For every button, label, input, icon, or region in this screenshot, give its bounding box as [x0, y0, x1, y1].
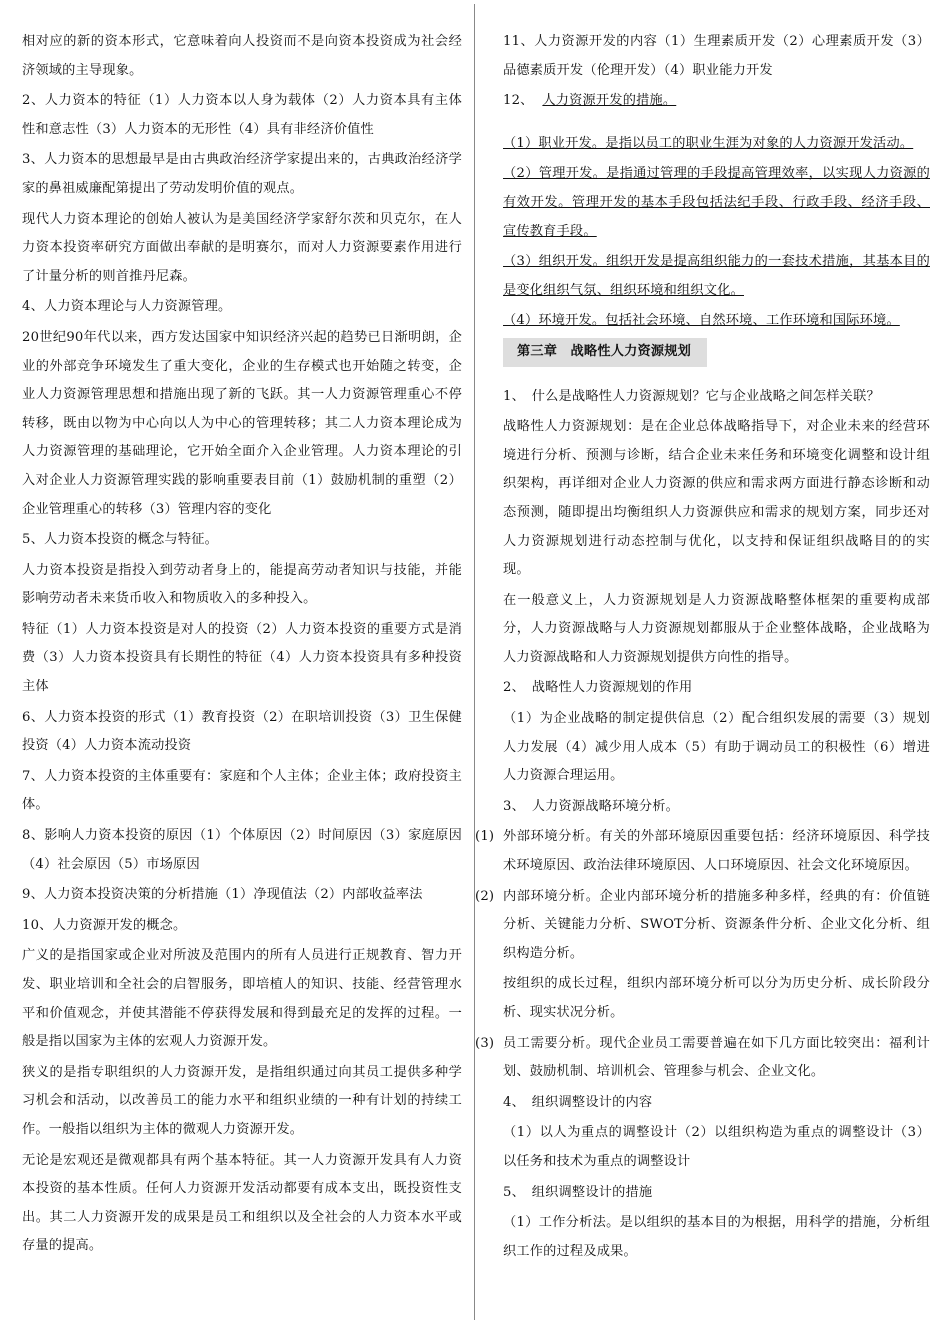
question-title: 4、 组织调整设计的内容	[503, 1094, 653, 1110]
method-item: （4）环境开发。包括社会环境、自然环境、工作环境和国际环境。	[503, 313, 900, 329]
paragraph: 战略性人力资源规划：是在企业总体战略指导下，对企业未来的经营环境进行分析、预测与诊断，结合企业未来任务和环境变化调整和设计组织架构，再详细对企业人力资源的供应和需求两方面进行静态诊断和动态预测，随即提出均衡组织人力资源供应和需求的规划方案，同步还对人力资源规划进行动态控制与优化，以支持和保证组织战略目的的实现。	[503, 419, 930, 578]
paragraph: 狭义的是指专职组织的人力资源开发，是指组织通过向其员工提供多种学习机会和活动，以改善员工的能力水平和组织业绩的一种有计划的持续工作。一般指以组织为主体的微观人力资源开发。	[22, 1064, 462, 1137]
paragraph: 3、人力资本的思想最早是由古典政治经济学家提出来的，古典政治经济学家的鼻祖威廉配第提出了劳动发明价值的观点。	[22, 152, 462, 196]
method-item: （3）组织开发。组织开发是提高组织能力的一套技术措施，其基本目的是变化组织气氛、组织环境和组织文化。	[503, 254, 930, 298]
question-title: 1、 什么是战略性人力资源规划？它与企业战略之间怎样关联？	[503, 388, 880, 404]
heading-number: 12、	[503, 93, 534, 109]
numbered-item	[475, 1030, 930, 1087]
right-column	[475, 28, 930, 1268]
paragraph: 4、人力资本理论与人力资源管理。	[22, 299, 232, 315]
paragraph: 按组织的成长过程，组织内部环境分析可以分为历史分析、成长阶段分析、现实状况分析。	[503, 976, 930, 1020]
paragraph: 6、人力资本投资的形式（1）教育投资（2）在职培训投资（3）卫生保健投资（4）人力资本流动投资	[22, 709, 462, 754]
spacer	[503, 118, 930, 130]
paragraph: 特征（1）人力资本投资是对人的投资（2）人力资本投资的重要方式是消费（3）人力资本投资具有长期性的特征（4）人力资本投资具有多种投资主体	[22, 621, 462, 695]
paragraph: 11、人力资源开发的内容（1）生理素质开发（2）心理素质开发（3）品德素质开发（伦理开发）（4）职业能力开发	[503, 34, 930, 78]
question-title: 5、 组织调整设计的措施	[503, 1184, 653, 1200]
column-divider	[474, 4, 475, 1320]
paragraph: （1）工作分析法。是以组织的基本目的为根据，用科学的措施，分析组织工作的过程及成果。	[503, 1215, 930, 1259]
numbered-item	[475, 823, 930, 880]
method-item: （2）管理开发。是指通过管理的手段提高管理效率，以实现人力资源的有效开发。管理开发的基本手段包括法纪手段、行政手段、经济手段、宣传教育手段。	[503, 166, 930, 239]
paragraph: （1）为企业战略的制定提供信息（2）配合组织发展的需要（3）规划人力发展（4）减少用人成本（5）有助于调动员工的积极性（6）增进人力资源合理运用。	[503, 711, 930, 784]
paragraph: 无论是宏观还是微观都具有两个基本特征。其一人力资源开发具有人力资本投资的基本性质。任何人力资源开发活动都要有成本支出，既投资性支出。其二人力资源开发的成果是员工和组织以及全社会的人力资本水平或存量的提高。	[22, 1152, 462, 1254]
item-text: 外部环境分析。有关的外部环境原因重要包括：经济环境原因、科学技术环境原因、政治法律环境原因、人口环境原因、社会文化环境原因。	[503, 829, 930, 874]
paragraph: 现代人力资本理论的创始人被认为是美国经济学家舒尔茨和贝克尔，在人力资本投资率研究方面做出奉献的是明赛尔，而对人力资源要素作用进行了计量分析的则首推丹尼森。	[22, 211, 462, 284]
section-heading	[503, 87, 930, 116]
paragraph: 广义的是指国家或企业对所波及范围内的所有人员进行正规教育、智力开发、职业培训和全社会的启智服务，即培植人的知识、技能、经营管理水平和价值观念，并使其潜能不停获得发展和得到最充足的发挥的过程。一般是指以国家为主体的宏观人力资源开发。	[22, 948, 462, 1050]
paragraph: 相对应的新的资本形式，它意味着向人投资而不是向资本投资成为社会经济领域的主导现象。	[22, 34, 462, 78]
paragraph: 2、人力资本的特征（1）人力资本以人身为载体（2）人力资本具有主体性和意志性（3）人力资本的无形性（4）具有非经济价值性	[22, 93, 462, 137]
item-text: 内部环境分析。企业内部环境分析的措施多种多样，经典的有：价值链分析、关键能力分析、SWOT分析、资源条件分析、企业文化分析、组织构造分析。	[503, 888, 930, 961]
left-column	[22, 28, 462, 1263]
item-number: (2)	[475, 888, 495, 904]
item-number: (1)	[475, 829, 495, 845]
paragraph: 人力资本投资是指投入到劳动者身上的，能提高劳动者知识与技能，并能影响劳动者未来货币收入和物质收入的多种投入。	[22, 562, 462, 607]
paragraph: （1）以人为重点的调整设计（2）以组织构造为重点的调整设计（3）以任务和技术为重点的调整设计	[503, 1125, 930, 1169]
paragraph: 10、人力资源开发的概念。	[22, 917, 187, 933]
numbered-item	[475, 883, 930, 969]
paragraph: 5、人力资本投资的概念与特征。	[22, 532, 219, 548]
item-number: (3)	[475, 1035, 495, 1051]
paragraph: 9、人力资本投资决策的分析措施（1）净现值法（2）内部收益率法	[22, 887, 423, 903]
method-item: （1）职业开发。是指以员工的职业生涯为对象的人力资源开发活动。	[503, 135, 914, 151]
question-title: 3、 人力资源战略环境分析。	[503, 798, 680, 814]
item-text: 员工需要分析。现代企业员工需要普遍在如下几方面比较突出：福利计划、鼓励机制、培训机会、管理参与机会、企业文化。	[503, 1035, 930, 1080]
heading-title: 人力资源开发的措施。	[542, 93, 677, 109]
question-title: 2、 战略性人力资源规划的作用	[503, 680, 693, 696]
paragraph: 20世纪90年代以来，西方发达国家中知识经济兴起的趋势已日渐明朗，企业的外部竞争环境发生了重大变化，企业的生存模式也开始随之转变，企业人力资源管理思想和措施出现了新的飞跃。其一人力资源管理重心不停转移，既由以物为中心向以人为中心的管理转移；其二人力资本理论成为人力资源管理的基础理论，它开始全面介入企业管理。人力资本理论的引入对企业人力资源管理实践的影响重要表目前（1）鼓励机制的重塑（2）企业管理重心的转移（3）管理内容的变化	[22, 329, 462, 517]
paragraph: 在一般意义上，人力资源规划是人力资源战略整体框架的重要构成部分，人力资源战略与人力资源规划都服从于企业整体战略，企业战略为人力资源战略和人力资源规划提供方向性的指导。	[503, 592, 930, 665]
paragraph: 8、影响人力资本投资的原因（1）个体原因（2）时间原因（3）家庭原因（4）社会原因（5）市场原因	[22, 828, 462, 872]
chapter-heading: 第三章 战略性人力资源规划	[503, 338, 707, 367]
paragraph: 7、人力资本投资的主体重要有：家庭和个人主体；企业主体；政府投资主体。	[22, 768, 462, 813]
